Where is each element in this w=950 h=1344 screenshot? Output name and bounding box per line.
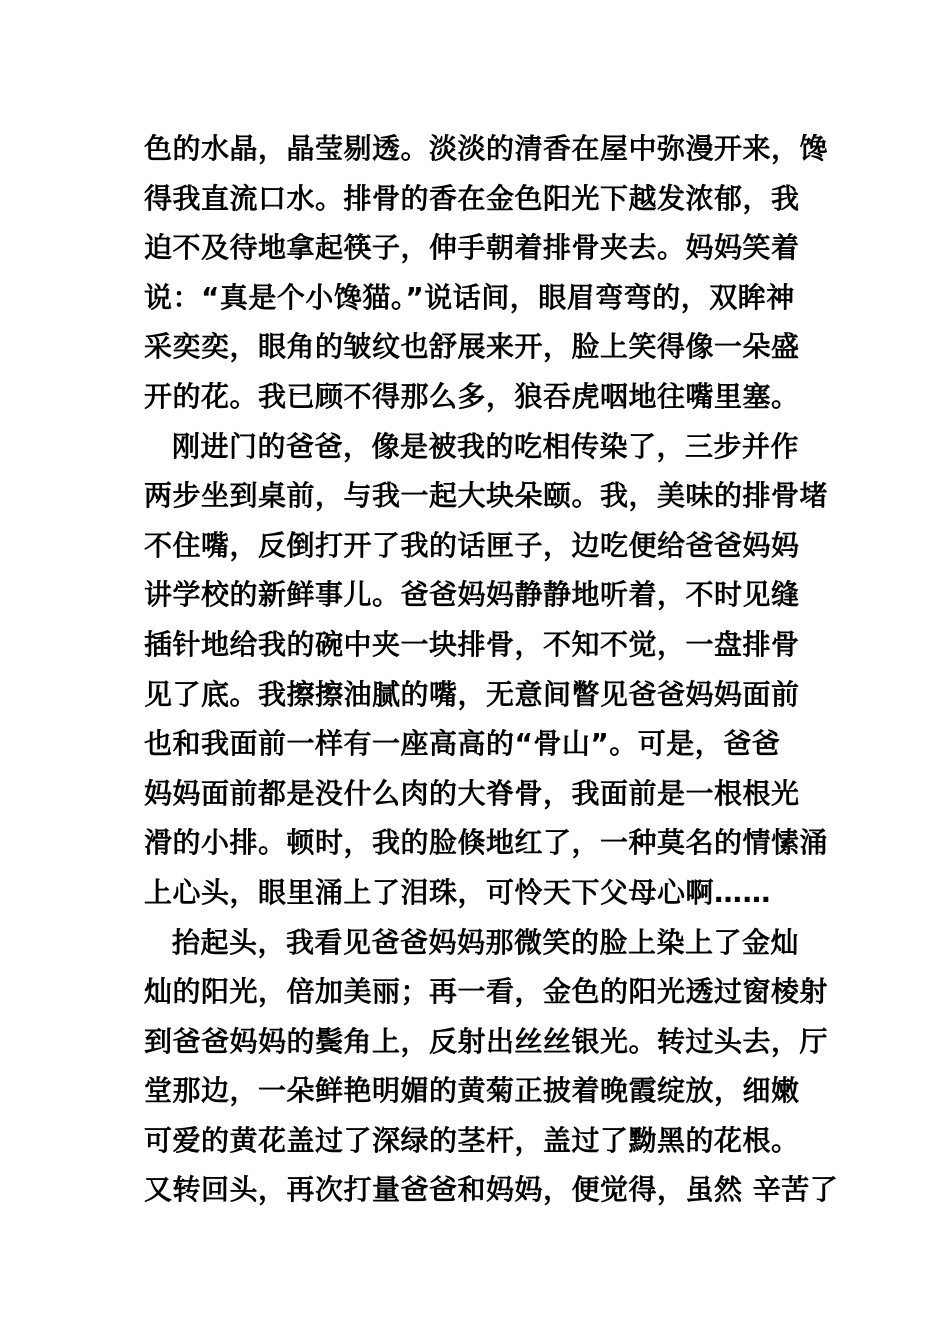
text-line: 说：“真是个小馋猫。”说话间，眼眉弯弯的，双眸神 bbox=[144, 280, 795, 314]
text-line: 又转回头，再次打量爸爸和妈妈，便觉得，虽然 辛苦了 bbox=[144, 1173, 839, 1207]
text-line: 也和我面前一样有一座高高的“骨山”。可是，爸爸 bbox=[144, 727, 781, 761]
text-line: 到爸爸妈妈的鬓角上，反射出丝丝银光。转过头去，厅 bbox=[144, 1024, 829, 1058]
text-line: 妈妈面前都是没什么肉的大脊骨，我面前是一根根光 bbox=[144, 776, 800, 810]
text-line: 插针地给我的碗中夹一块排骨，不知不觉，一盘排骨 bbox=[144, 627, 800, 661]
text-line: 开的花。我已顾不得那么多，狼吞虎咽地往嘴里塞。 bbox=[144, 379, 800, 413]
text-line: 迫不及待地拿起筷子，伸手朝着排骨夹去。妈妈笑着 bbox=[144, 231, 800, 265]
text-line: 色的水晶，晶莹剔透。淡淡的清香在屋中弥漫开来，馋 bbox=[144, 132, 829, 165]
text-line: 灿的阳光，倍加美丽；再一看，金色的阳光透过窗棱射 bbox=[144, 975, 829, 1009]
text-line: 讲学校的新鲜事儿。爸爸妈妈静静地听着，不时见缝 bbox=[144, 578, 800, 612]
text-line: 上心头，眼里涌上了泪珠，可怜天下父母心啊…… bbox=[144, 875, 772, 909]
paragraph-first-line: 刚进门的爸爸，像是被我的吃相传染了，三步并作 bbox=[172, 429, 800, 463]
text-line: 堂那边，一朵鲜艳明媚的黄菊正披着晚霞绽放，细嫩 bbox=[144, 1074, 800, 1108]
text-line: 可爱的黄花盖过了深绿的茎杆，盖过了黝黑的花根。 bbox=[144, 1123, 800, 1157]
text-line: 采奕奕，眼角的皱纹也舒展来开，脸上笑得像一朵盛 bbox=[144, 330, 800, 364]
text-line: 滑的小排。顿时，我的脸倏地红了，一种莫名的情愫涌 bbox=[144, 826, 829, 860]
body-text bbox=[144, 124, 839, 1215]
text-line: 两步坐到桌前，与我一起大块朵颐。我，美味的排骨堵 bbox=[144, 479, 829, 513]
paragraph-first-line: 抬起头，我看见爸爸妈妈那微笑的脸上染上了金灿 bbox=[172, 925, 800, 959]
text-line: 不住嘴，反倒打开了我的话匣子，边吃便给爸爸妈妈 bbox=[144, 528, 800, 562]
text-line: 见了底。我擦擦油腻的嘴，无意间瞥见爸爸妈妈面前 bbox=[144, 677, 800, 711]
text-line: 得我直流口水。排骨的香在金色阳光下越发浓郁，我 bbox=[144, 181, 800, 215]
